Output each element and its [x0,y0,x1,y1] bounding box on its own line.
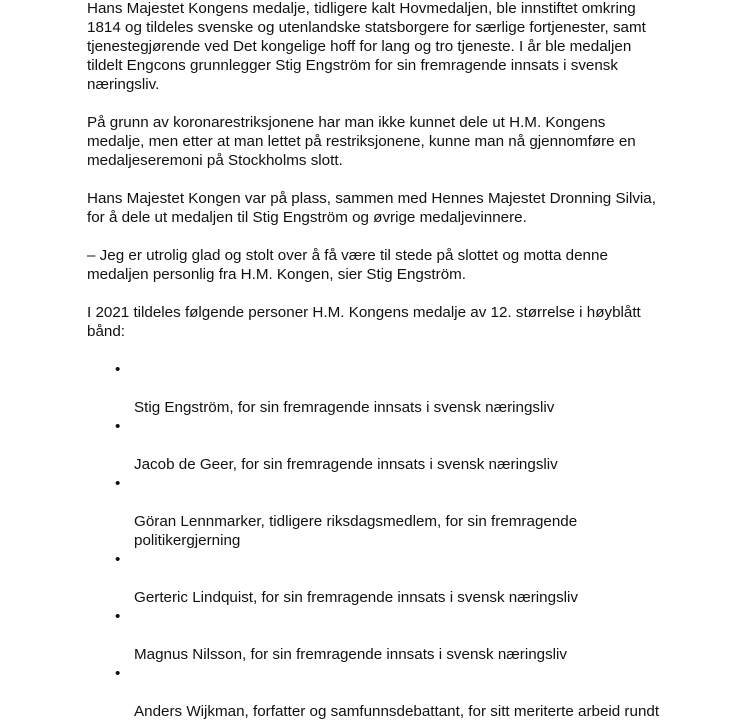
bullet-icon: • [115,361,121,378]
list-item [87,360,687,417]
list-item-text: Anders Wijkman, forfatter og samfunnsdebattant, for sitt meriterte arbeid rundt [134,703,660,720]
paragraph-quote: – Jeg er utrolig glad og stolt over å få være til stede på slottet og motta denne medaljen personlig fra H.M. Kongen, sier Stig Engström. [87,247,608,283]
paragraph-recipients-intro: I 2021 tildeles følgende personer H.M. Kongens medalje av 12. størrelse i høyblått bånd: [87,304,641,340]
list-item [87,607,687,664]
paragraph-medal-history: Hans Majestet Kongens medalje, tidligere kalt Hovmedaljen, ble innstiftet omkring 1814 og tildeles svenske og utenlandske statsborgere for særlige fortjenester, samt tjenestegjørende ved Det kongelige hoff for lang og tro tjeneste. I år ble medaljen tildelt Engcons grunnlegger Stig Engström for sin fremragende innsats i svensk næringsliv. [87,0,646,93]
list-item-text: Jacob de Geer, for sin fremragende innsats i svensk næringsliv [134,456,558,473]
bullet-icon: • [115,551,121,568]
bullet-icon: • [115,665,121,682]
list-item-text: Magnus Nilsson, for sin fremragende innsats i svensk næringsliv [134,646,568,663]
list-item-text: Gerteric Lindquist, for sin fremragende innsats i svensk næringsliv [134,589,579,606]
bullet-icon: • [115,418,121,435]
paragraph-corona-restrictions: På grunn av koronarestriksjonene har man ikke kunnet dele ut H.M. Kongens medalje, men etter at man lettet på restriksjonene, kunne man nå gjennomføre en medaljeseremoni på Stockholms slott. [87,114,636,169]
list-item-text: Stig Engström, for sin fremragende innsats i svensk næringsliv [134,399,555,416]
bullet-icon: • [115,475,121,492]
list-item [87,417,687,474]
bullet-icon: • [115,608,121,625]
list-item [87,550,687,607]
list-item [87,664,687,721]
document-body [87,0,687,721]
list-item-text: Göran Lennmarker, tidligere riksdagsmedlem, for sin fremragende politikergjerning [134,513,578,549]
recipients-list [87,360,687,721]
paragraph-royal-presence: Hans Majestet Kongen var på plass, sammen med Hennes Majestet Dronning Silvia, for å dele ut medaljen til Stig Engström og øvrige medaljevinnere. [87,190,656,226]
list-item [87,474,687,550]
